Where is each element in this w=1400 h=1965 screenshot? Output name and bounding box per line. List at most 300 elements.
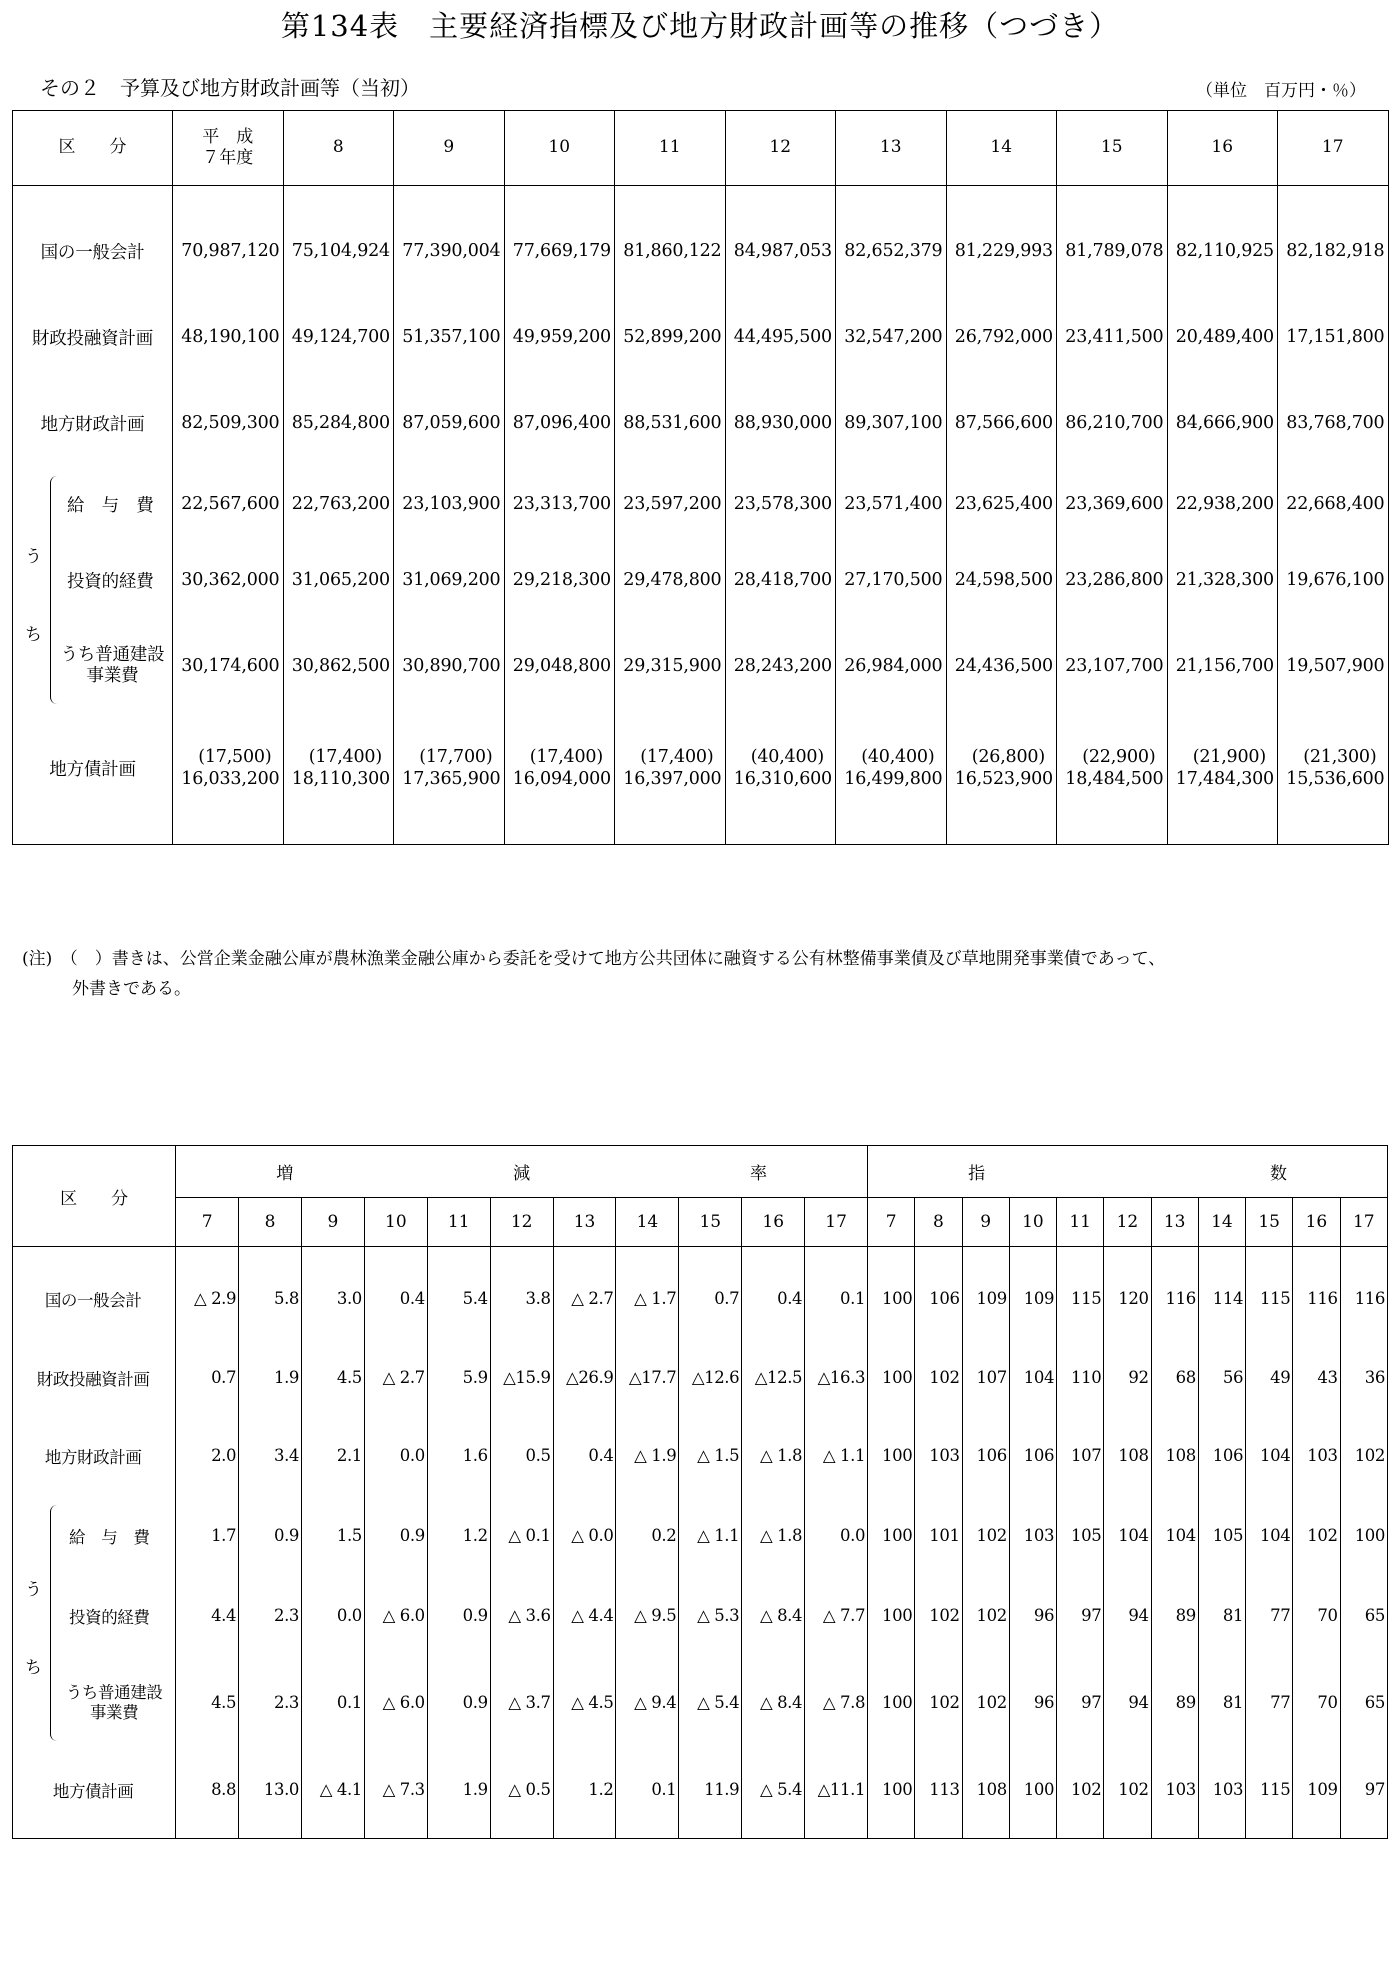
growth-cell: 0.1 <box>616 1751 679 1829</box>
row-label: 財政投融資計画 <box>13 294 173 380</box>
table-cell: 29,478,800 <box>615 542 726 618</box>
cell-value: 16,397,000 <box>623 769 722 789</box>
index-cell: 102 <box>962 1577 1009 1655</box>
growth-cell: △ 7.3 <box>364 1751 427 1829</box>
growth-year-header: 7 <box>176 1198 239 1247</box>
growth-cell: 0.1 <box>805 1259 868 1339</box>
index-cell: 107 <box>1057 1417 1104 1495</box>
growth-cell: △ 0.1 <box>490 1495 553 1577</box>
cell-value: 18,110,300 <box>291 769 390 789</box>
header-year: 17 <box>1278 111 1389 186</box>
uchi-char: う <box>25 1579 42 1600</box>
table-row <box>13 1751 1388 1829</box>
table-cell: 82,509,300 <box>173 380 284 466</box>
table-cell: 30,174,600 <box>173 618 284 714</box>
index-cell: 113 <box>915 1751 962 1829</box>
growth-cell: 4.5 <box>302 1339 365 1417</box>
table-cell: 23,571,400 <box>836 466 947 542</box>
table-row <box>13 466 1389 542</box>
row-label: 国の一般会計 <box>13 208 173 294</box>
index-cell: 103 <box>915 1417 962 1495</box>
index-cell: 100 <box>868 1339 915 1417</box>
growth-cell: △ 2.7 <box>364 1339 427 1417</box>
index-cell: 110 <box>1057 1339 1104 1417</box>
growth-cell: △ 2.7 <box>553 1259 616 1339</box>
index-cell: 116 <box>1151 1259 1198 1339</box>
index-cell: 116 <box>1293 1259 1340 1339</box>
growth-cell: △16.3 <box>805 1339 868 1417</box>
header-index: 指 数 <box>868 1146 1388 1198</box>
index-cell: 81 <box>1198 1655 1245 1751</box>
table-cell: 22,938,200 <box>1167 466 1278 542</box>
growth-cell: 0.0 <box>302 1577 365 1655</box>
index-cell: 94 <box>1104 1577 1151 1655</box>
growth-cell: △15.9 <box>490 1339 553 1417</box>
outer-value: (40,400) <box>750 747 824 767</box>
index-cell: 102 <box>1293 1495 1340 1577</box>
index-year-header: 13 <box>1151 1198 1198 1247</box>
growth-cell: △ 8.4 <box>742 1655 805 1751</box>
index-cell: 96 <box>1009 1655 1056 1751</box>
index-cell: 65 <box>1364 1606 1385 1625</box>
table-cell <box>283 714 394 822</box>
index-cell: 104 <box>1246 1495 1293 1577</box>
cell-value: 16,499,800 <box>844 769 943 789</box>
table-cell: 88,531,600 <box>615 380 726 466</box>
row-label: 地方債計画 <box>13 714 173 822</box>
index-cell: 65 <box>1364 1693 1385 1712</box>
row-label: うち普通建設事業費 <box>13 618 173 714</box>
index-cell: 89 <box>1151 1577 1198 1655</box>
growth-cell: △26.9 <box>553 1339 616 1417</box>
growth-cell: 0.9 <box>239 1495 302 1577</box>
growth-year-header: 12 <box>490 1198 553 1247</box>
header-year: 8 <box>283 111 394 186</box>
table-cell: 87,096,400 <box>504 380 615 466</box>
growth-cell: 4.4 <box>176 1577 239 1655</box>
growth-cell: △ 1.1 <box>805 1417 868 1495</box>
table-cell: 23,411,500 <box>1057 294 1168 380</box>
outer-value: (40,400) <box>861 747 935 767</box>
growth-cell: 3.4 <box>239 1417 302 1495</box>
unit-label: （単位 百万円・％） <box>1196 81 1366 101</box>
index-cell: 103 <box>1293 1417 1340 1495</box>
table-cell: 82,652,379 <box>836 208 947 294</box>
growth-cell: 0.4 <box>742 1259 805 1339</box>
growth-cell: △ 1.5 <box>679 1417 742 1495</box>
index-cell: 106 <box>1009 1417 1056 1495</box>
index-cell: 114 <box>1198 1259 1245 1339</box>
header-year: 16 <box>1167 111 1278 186</box>
outer-value: (17,500) <box>198 747 272 767</box>
growth-cell: 0.9 <box>364 1495 427 1577</box>
table-cell: 28,418,700 <box>725 542 836 618</box>
uchi-char: う <box>25 547 42 567</box>
growth-cell: △ 6.0 <box>364 1655 427 1751</box>
index-cell: 103 <box>1151 1751 1198 1829</box>
index-cell: 68 <box>1151 1339 1198 1417</box>
table-row <box>13 380 1389 466</box>
index-cell: 97 <box>1364 1780 1385 1799</box>
table-cell: 29,218,300 <box>504 542 615 618</box>
growth-cell: △17.7 <box>616 1339 679 1417</box>
index-cell: 102 <box>1104 1751 1151 1829</box>
table-cell: 89,307,100 <box>836 380 947 466</box>
table-cell: 19,507,900 <box>1286 656 1385 676</box>
growth-cell: 1.7 <box>176 1495 239 1577</box>
growth-cell: △ 4.5 <box>553 1655 616 1751</box>
growth-cell: 2.3 <box>239 1655 302 1751</box>
row-label: 地方債計画 <box>13 1751 176 1829</box>
cell-value: 16,523,900 <box>954 769 1053 789</box>
index-cell: 104 <box>1246 1417 1293 1495</box>
header-year-7: 平 成 ７年度 <box>173 111 284 186</box>
index-year-header: 15 <box>1246 1198 1293 1247</box>
cell-value: 16,094,000 <box>512 769 611 789</box>
index-year-header: 11 <box>1057 1198 1104 1247</box>
growth-year-header: 8 <box>239 1198 302 1247</box>
growth-cell: △ 3.7 <box>490 1655 553 1751</box>
growth-cell: △ 1.9 <box>616 1417 679 1495</box>
table-cell: 23,313,700 <box>504 466 615 542</box>
table-cell: 85,284,800 <box>283 380 394 466</box>
index-cell: 105 <box>1057 1495 1104 1577</box>
index-cell: 56 <box>1198 1339 1245 1417</box>
growth-year-header: 14 <box>616 1198 679 1247</box>
table-row <box>13 1259 1388 1339</box>
table-row <box>13 618 1389 714</box>
index-cell: 100 <box>868 1495 915 1577</box>
index-cell: 102 <box>962 1655 1009 1751</box>
growth-cell: 0.5 <box>490 1417 553 1495</box>
growth-cell: 0.9 <box>427 1655 490 1751</box>
table-cell: 24,598,500 <box>946 542 1057 618</box>
cell-value: 16,310,600 <box>733 769 832 789</box>
index-cell: 108 <box>1104 1417 1151 1495</box>
index-cell: 102 <box>915 1339 962 1417</box>
cell-value: 17,484,300 <box>1175 769 1274 789</box>
index-cell: 70 <box>1293 1577 1340 1655</box>
table-cell: 81,229,993 <box>946 208 1057 294</box>
index-year-header: 14 <box>1198 1198 1245 1247</box>
index-year-header: 8 <box>915 1198 962 1247</box>
index-cell: 100 <box>868 1417 915 1495</box>
index-cell: 108 <box>1151 1417 1198 1495</box>
growth-cell: △ 5.3 <box>679 1577 742 1655</box>
index-cell: 102 <box>1057 1751 1104 1829</box>
header-category: 区 分 <box>13 1146 176 1247</box>
header-year: 12 <box>725 111 836 186</box>
cell-value: 17,365,900 <box>402 769 501 789</box>
index-year-header: 16 <box>1293 1198 1340 1247</box>
table-cell: 88,930,000 <box>725 380 836 466</box>
table-cell: 20,489,400 <box>1167 294 1278 380</box>
table-cell <box>173 714 284 822</box>
outer-value: (21,900) <box>1192 747 1266 767</box>
index-cell: 104 <box>1104 1495 1151 1577</box>
table-cell: 84,987,053 <box>725 208 836 294</box>
index-cell: 100 <box>1009 1751 1056 1829</box>
table-cell <box>615 714 726 822</box>
table-cell: 48,190,100 <box>173 294 284 380</box>
table-row <box>13 1655 1388 1751</box>
table-cell <box>725 714 836 822</box>
index-cell: 101 <box>915 1495 962 1577</box>
growth-year-header: 16 <box>742 1198 805 1247</box>
uchi-char: ち <box>25 1657 42 1678</box>
table-cell: 24,436,500 <box>946 618 1057 714</box>
table-row <box>13 1339 1388 1417</box>
growth-cell: △ 5.4 <box>679 1655 742 1751</box>
growth-cell: 1.6 <box>427 1417 490 1495</box>
outer-value: (17,400) <box>640 747 714 767</box>
growth-cell: △ 1.8 <box>742 1495 805 1577</box>
table-cell: 77,390,004 <box>394 208 505 294</box>
index-cell: 36 <box>1364 1368 1385 1387</box>
index-cell: 43 <box>1293 1339 1340 1417</box>
growth-cell: 1.2 <box>553 1751 616 1829</box>
table-cell: 27,170,500 <box>836 542 947 618</box>
growth-cell: △ 6.0 <box>364 1577 427 1655</box>
index-cell: 77 <box>1246 1577 1293 1655</box>
growth-cell: 3.8 <box>490 1259 553 1339</box>
table-cell <box>946 714 1057 822</box>
index-cell: 102 <box>1354 1446 1385 1465</box>
index-cell: 100 <box>868 1751 915 1829</box>
growth-cell: 1.2 <box>427 1495 490 1577</box>
row-label: 地方財政計画 <box>13 1417 176 1495</box>
growth-cell: △ 2.9 <box>176 1259 239 1339</box>
table-cell: 22,763,200 <box>283 466 394 542</box>
growth-cell: 0.4 <box>364 1259 427 1339</box>
index-cell: 103 <box>1009 1495 1056 1577</box>
growth-cell: △ 4.1 <box>302 1751 365 1829</box>
table-cell: 81,860,122 <box>615 208 726 294</box>
table-cell: 83,768,700 <box>1286 413 1385 433</box>
growth-cell: △ 8.4 <box>742 1577 805 1655</box>
index-cell: 100 <box>868 1577 915 1655</box>
table-row <box>13 1577 1388 1655</box>
index-cell: 97 <box>1057 1577 1104 1655</box>
growth-cell: △ 1.1 <box>679 1495 742 1577</box>
table-cell: 22,668,400 <box>1286 494 1385 514</box>
table-cell: 23,107,700 <box>1057 618 1168 714</box>
row-label: 給 与 費 <box>13 466 173 542</box>
table-cell: 23,286,800 <box>1057 542 1168 618</box>
growth-cell: △ 4.4 <box>553 1577 616 1655</box>
growth-cell: △ 0.5 <box>490 1751 553 1829</box>
row-label: 国の一般会計 <box>13 1259 176 1339</box>
table-cell: 51,357,100 <box>394 294 505 380</box>
table-cell: 49,124,700 <box>283 294 394 380</box>
table-cell <box>504 714 615 822</box>
table-cell: 82,182,918 <box>1286 241 1385 261</box>
table-cell: 32,547,200 <box>836 294 947 380</box>
table-row <box>13 1417 1388 1495</box>
index-cell: 109 <box>1293 1751 1340 1829</box>
growth-cell: 5.9 <box>427 1339 490 1417</box>
cell-value: 15,536,600 <box>1286 769 1385 789</box>
row-label: 投資的経費 <box>13 1577 176 1655</box>
growth-year-header: 17 <box>805 1198 868 1247</box>
table-cell <box>836 714 947 822</box>
outer-value: (21,300) <box>1303 747 1377 767</box>
index-year-header: 12 <box>1104 1198 1151 1247</box>
growth-cell: 0.1 <box>302 1655 365 1751</box>
growth-cell: 3.0 <box>302 1259 365 1339</box>
table-cell: 29,048,800 <box>504 618 615 714</box>
table-cell: 23,578,300 <box>725 466 836 542</box>
header-growth-rate: 増 減 率 <box>176 1146 868 1198</box>
outer-value: (17,400) <box>529 747 603 767</box>
header-year: 11 <box>615 111 726 186</box>
growth-cell: 1.5 <box>302 1495 365 1577</box>
outer-value: (17,400) <box>308 747 382 767</box>
outer-value: (17,700) <box>419 747 493 767</box>
index-cell: 108 <box>962 1751 1009 1829</box>
table-cell: 23,369,600 <box>1057 466 1168 542</box>
index-cell: 81 <box>1198 1577 1245 1655</box>
footnote <box>22 944 1382 1004</box>
table-cell: 29,315,900 <box>615 618 726 714</box>
cell-value: 16,033,200 <box>181 769 280 789</box>
table-cell: 75,104,924 <box>283 208 394 294</box>
table-cell <box>394 714 505 822</box>
growth-cell: 13.0 <box>239 1751 302 1829</box>
index-cell: 92 <box>1104 1339 1151 1417</box>
row-label: 財政投融資計画 <box>13 1339 176 1417</box>
index-cell: 100 <box>868 1259 915 1339</box>
growth-cell: 0.4 <box>553 1417 616 1495</box>
growth-cell: 0.7 <box>176 1339 239 1417</box>
growth-cell: △ 9.4 <box>616 1655 679 1751</box>
growth-cell: △ 7.8 <box>805 1655 868 1751</box>
table-cell: 26,984,000 <box>836 618 947 714</box>
growth-year-header: 9 <box>302 1198 365 1247</box>
table-cell: 21,156,700 <box>1167 618 1278 714</box>
growth-cell: △ 9.5 <box>616 1577 679 1655</box>
growth-cell: △ 7.7 <box>805 1577 868 1655</box>
index-cell: 116 <box>1354 1289 1385 1308</box>
growth-year-header: 13 <box>553 1198 616 1247</box>
header-year: 10 <box>504 111 615 186</box>
table-cell: 30,890,700 <box>394 618 505 714</box>
table-cell: 77,669,179 <box>504 208 615 294</box>
table-row <box>13 294 1389 380</box>
growth-cell: 0.2 <box>616 1495 679 1577</box>
index-cell: 94 <box>1104 1655 1151 1751</box>
growth-cell: △ 1.7 <box>616 1259 679 1339</box>
index-cell: 96 <box>1009 1577 1056 1655</box>
index-cell: 97 <box>1057 1655 1104 1751</box>
index-cell: 104 <box>1151 1495 1198 1577</box>
table-cell: 23,625,400 <box>946 466 1057 542</box>
index-cell: 115 <box>1246 1259 1293 1339</box>
growth-cell: 8.8 <box>176 1751 239 1829</box>
table-cell: 82,110,925 <box>1167 208 1278 294</box>
index-cell: 103 <box>1198 1751 1245 1829</box>
table-cell: 30,862,500 <box>283 618 394 714</box>
growth-cell: 0.7 <box>679 1259 742 1339</box>
table-cell <box>1057 714 1168 822</box>
table-cell <box>1167 714 1278 822</box>
index-cell: 100 <box>1354 1526 1385 1545</box>
growth-cell: 0.0 <box>805 1495 868 1577</box>
header-year: 14 <box>946 111 1057 186</box>
growth-cell: △12.6 <box>679 1339 742 1417</box>
table-cell: 87,059,600 <box>394 380 505 466</box>
table-cell: 70,987,120 <box>173 208 284 294</box>
table-cell: 44,495,500 <box>725 294 836 380</box>
row-label: 給 与 費 <box>13 1495 176 1577</box>
table-subtitle: その２ 予算及び地方財政計画等（当初） <box>40 76 420 100</box>
row-label: うち普通建設事業費 <box>13 1655 176 1751</box>
growth-cell: 1.9 <box>427 1751 490 1829</box>
header-year: 13 <box>836 111 947 186</box>
table-row <box>13 208 1389 294</box>
outer-value: (26,800) <box>971 747 1045 767</box>
growth-year-header: 11 <box>427 1198 490 1247</box>
growth-cell: △ 5.4 <box>742 1751 805 1829</box>
growth-cell: 2.0 <box>176 1417 239 1495</box>
table-cell: 26,792,000 <box>946 294 1057 380</box>
growth-cell: 2.1 <box>302 1417 365 1495</box>
growth-cell: 1.9 <box>239 1339 302 1417</box>
table-row <box>13 542 1389 618</box>
table-cell: 21,328,300 <box>1167 542 1278 618</box>
index-cell: 109 <box>962 1259 1009 1339</box>
table-cell: 23,597,200 <box>615 466 726 542</box>
table-cell: 22,567,600 <box>173 466 284 542</box>
table-cell: 86,210,700 <box>1057 380 1168 466</box>
index-cell: 120 <box>1104 1259 1151 1339</box>
table-cell: 49,959,200 <box>504 294 615 380</box>
table-cell: 31,069,200 <box>394 542 505 618</box>
index-cell: 102 <box>962 1495 1009 1577</box>
index-cell: 115 <box>1057 1259 1104 1339</box>
growth-year-header: 10 <box>364 1198 427 1247</box>
index-cell: 105 <box>1198 1495 1245 1577</box>
header-year: 9 <box>394 111 505 186</box>
table-cell: 17,151,800 <box>1286 327 1385 347</box>
growth-cell: 5.4 <box>427 1259 490 1339</box>
table-row <box>13 1495 1388 1577</box>
table-cell: 84,666,900 <box>1167 380 1278 466</box>
growth-cell: △ 0.0 <box>553 1495 616 1577</box>
index-cell: 70 <box>1293 1655 1340 1751</box>
index-cell: 102 <box>915 1655 962 1751</box>
growth-cell: 0.0 <box>364 1417 427 1495</box>
outer-value: (22,900) <box>1082 747 1156 767</box>
growth-cell: △ 3.6 <box>490 1577 553 1655</box>
growth-cell: 11.9 <box>679 1751 742 1829</box>
index-cell: 102 <box>915 1577 962 1655</box>
index-cell: 89 <box>1151 1655 1198 1751</box>
table-cell: 52,899,200 <box>615 294 726 380</box>
row-label: 地方財政計画 <box>13 380 173 466</box>
index-cell: 106 <box>915 1259 962 1339</box>
growth-index-table <box>12 1145 1388 1839</box>
footnote-text: (注) （ ）書きは、公営企業金融公庫が農林漁業金融公庫から委託を受けて地方公共団体に融資する公有林整備事業債及び草地開発事業債であって、 <box>22 949 1166 969</box>
cell-value: 18,484,500 <box>1065 769 1164 789</box>
table-cell: 23,103,900 <box>394 466 505 542</box>
uchi-char: ち <box>25 625 42 645</box>
table-cell <box>1278 714 1389 822</box>
index-year-header: 17 <box>1340 1198 1387 1247</box>
growth-cell: 4.5 <box>176 1655 239 1751</box>
index-cell: 107 <box>962 1339 1009 1417</box>
index-cell: 109 <box>1009 1259 1056 1339</box>
